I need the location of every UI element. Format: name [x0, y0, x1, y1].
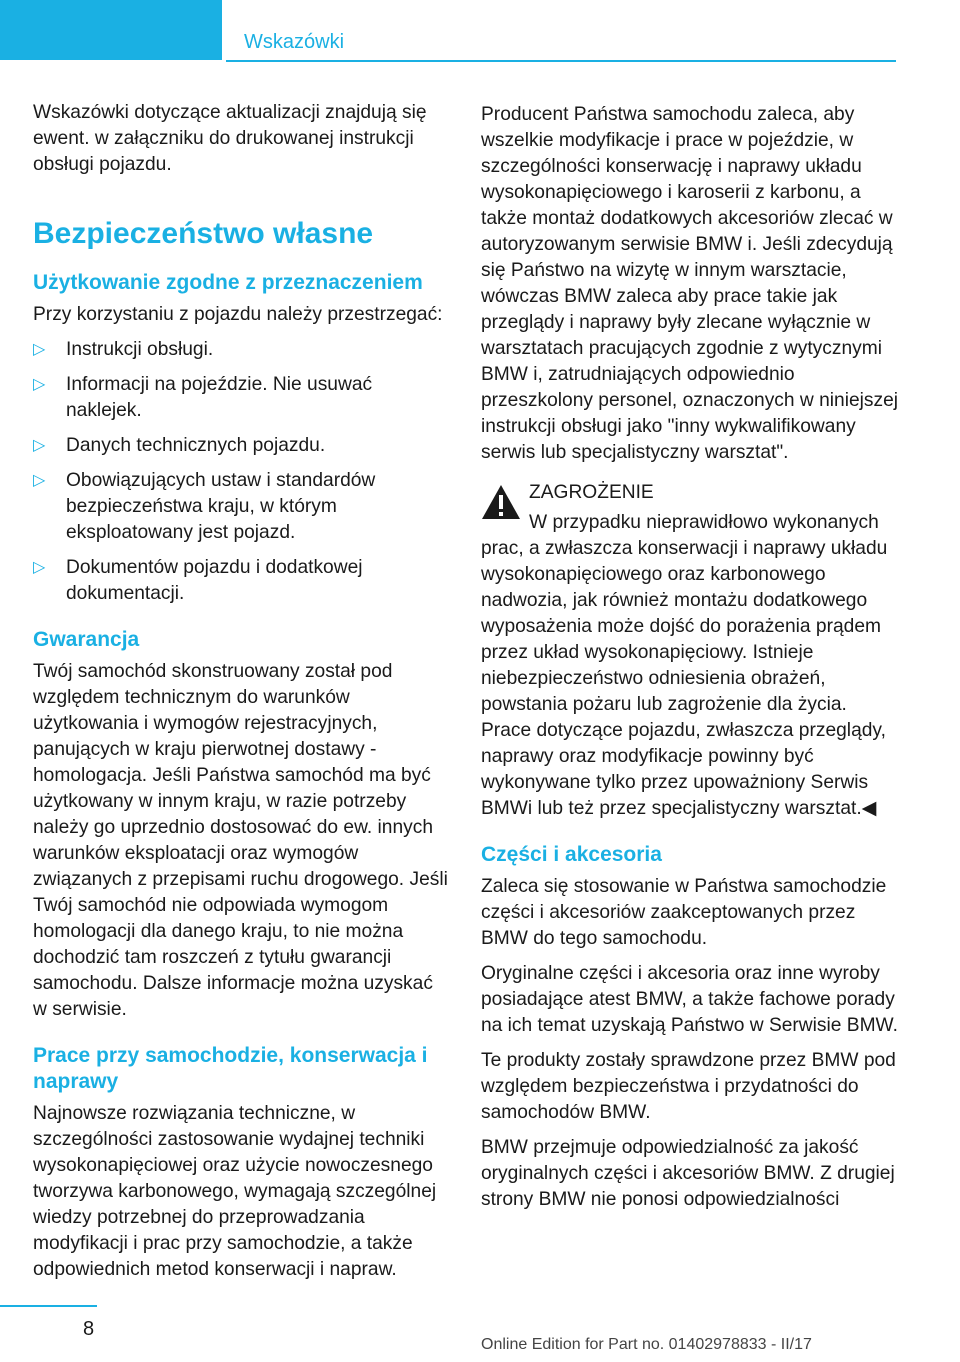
- maintenance-text-1: Najnowsze rozwiązania techniczne, w szczególności zastosowanie wydajnej techniki wysokonapięciowej oraz użycie nowoczesnego tworzywa karbonowego, wymagają szczególnej wiedzy potrzebnej do przeprowadzania modyfikacji i prac przy samochodzie, a także odpowiednich metod konserwacji i napraw.: [33, 1103, 437, 1280]
- warranty-heading: Gwarancja: [33, 628, 140, 651]
- header-accent-bar: [0, 0, 222, 60]
- left-column: [33, 100, 448, 1292]
- section-title: Bezpieczeństwo własne: [33, 217, 374, 250]
- maintenance-text-2: Producent Państwa samochodu zaleca, aby wszelkie modyfikacje i prace w pojeździe, w szczególności konserwację i naprawy układu wysokonapięciowego i karoserii z karbonu, a także montaż dodatkowych akcesoriów zlecać w autoryzowanym serwisie BMW i. Jeśli zdecydują się Państwo na wizytę w innym warsztacie, wówczas BMW zaleca aby prace takie jak przeglądy i naprawy były zlecane wyłącznie w warsztatach pracujących zgodnie z wytycznymi BMW i, zatrudniających odpowiednio przeszkolony personel, oznaczonych w niniejszej instrukcji obsługi jako "inny wykwalifikowany serwis lub specjalistyczny warsztat".: [481, 104, 899, 463]
- edition-footer: Online Edition for Part no. 01402978833 - II/17: [481, 1336, 812, 1353]
- bullet-triangle-icon: ▷: [33, 559, 46, 576]
- parts-paragraph-3: Te produkty zostały sprawdzone przez BMW pod względem bezpieczeństwa i przydatności do samochodów BMW.: [481, 1050, 896, 1123]
- bullet-triangle-icon: ▷: [33, 376, 46, 393]
- bullet-triangle-icon: ▷: [33, 437, 46, 454]
- warning-first-line: W przypadku nieprawidłowo wykonanych: [529, 512, 879, 533]
- right-column: [481, 102, 901, 1222]
- list-item: ▷ Instrukcji obsługi.: [33, 337, 448, 363]
- warning-triangle-icon: [481, 484, 521, 520]
- end-marker-icon: ◀: [861, 798, 877, 819]
- bullet-triangle-icon: ▷: [33, 472, 46, 489]
- parts-paragraph-1: Zaleca się stosowanie w Państwa samochodzie części i akcesoriów zaakceptowanych przez BMW do tego samochodu.: [481, 876, 887, 949]
- page-number: 8: [83, 1318, 95, 1340]
- list-item: ▷ Obowiązujących ustaw i standardów bezpieczeństwa kraju, w którym eksploatowany jest pojazd.: [33, 470, 376, 543]
- intro-paragraph: Wskazówki dotyczące aktualizacji znajdują się ewent. w załączniku do drukowanej instrukcji obsługi pojazdu.: [33, 102, 427, 175]
- header-title: Wskazówki: [244, 31, 345, 53]
- parts-paragraph-4: BMW przejmuje odpowiedzialność za jakość oryginalnych części i akcesoriów BMW. Z drugiej strony BMW nie ponosi odpowiedzialności: [481, 1137, 895, 1210]
- usage-heading: Użytkowanie zgodne z przeznaczeniem: [33, 271, 423, 294]
- footer-rule: [0, 1305, 97, 1307]
- warranty-text: Twój samochód skonstruowany został pod względem technicznym do warunków użytkowania i wymogów rejestracyjnych, panujących w kraju pierwotnej dostawy - homologacja. Jeśli Państwa samochód ma być użytkowany w innym kraju, w razie potrzeby należy go uprzednio dostosować do ew. innych warunków eksploatacji oraz wymogów związanych z przepisami ruchu drogowego. Jeśli Twój samochód nie odpowiada wymogom homologacji dla danego kraju, to nie można dochodzić tam roszczeń z tytułu gwarancji samochodu. Dalsze informacje można uzyskać w serwisie.: [33, 661, 448, 1020]
- warning-box: [481, 480, 901, 822]
- parts-paragraph-2: Oryginalne części i akcesoria oraz inne wyroby posiadające atest BMW, a także fachowe porady na ich temat uzyskają Państwo w Serwisie BMW.: [481, 963, 898, 1036]
- usage-lead: Przy korzystaniu z pojazdu należy przestrzegać:: [33, 304, 443, 325]
- warning-label: ZAGROŻENIE: [529, 482, 654, 503]
- parts-heading: Części i akcesoria: [481, 843, 662, 866]
- bullet-triangle-icon: ▷: [33, 341, 46, 358]
- usage-list: [33, 337, 448, 607]
- list-item: ▷ Informacji na pojeździe. Nie usuwać naklejek.: [33, 374, 373, 421]
- maintenance-heading: Prace przy samochodzie, konserwacja i naprawy: [33, 1044, 428, 1093]
- list-item: ▷ Dokumentów pojazdu i dodatkowej dokumentacji.: [33, 557, 363, 604]
- header-rule: [226, 60, 896, 62]
- list-item: ▷ Danych technicznych pojazdu.: [33, 433, 448, 459]
- warning-text: prac, a zwłaszcza konserwacji i naprawy układu wysokonapięciowego oraz karbonowego nadwozia, jak również montażu dodatkowego wyposażenia może dojść do porażenia prądem przez układ wysokonapięciowy. Istnieje niebezpieczeństwo odniesienia obrażeń, powstania pożaru lub zagrożenie dla życia. Prace dotyczące pojazdu, zwłaszcza przeglądy, naprawy oraz modyfikacje powinny być wykonywane tylko przez upoważniony Serwis BMWi lub też przez specjalistyczny warsztat.: [481, 538, 888, 819]
